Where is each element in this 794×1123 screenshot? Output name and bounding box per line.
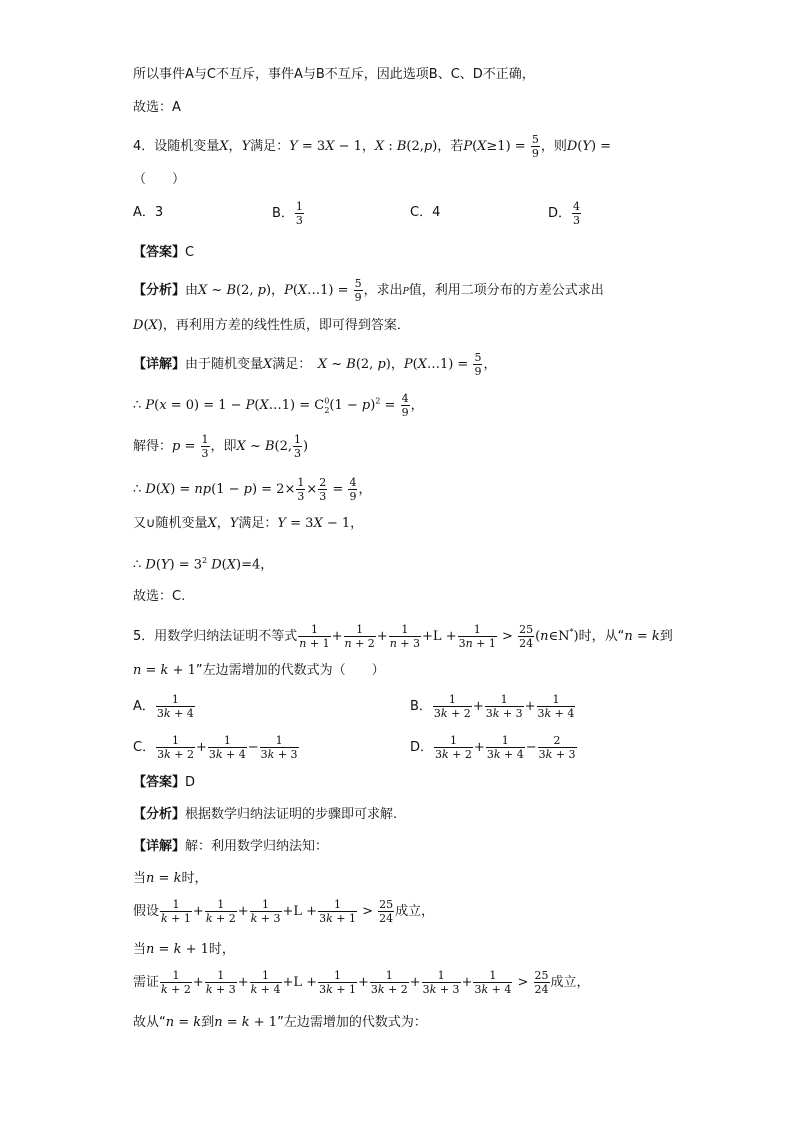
q4-option-a: A．3 [133,205,164,220]
q5-option-d: D． $\frac{1}{3k + 2}$ + $\frac{1}{3k + 4}$ − $\frac{2}{3k + 3}$ [410,734,576,761]
q5-answer: 【答案】D [133,775,196,790]
q5-analysis: 【分析】根据数学归纳法证明的步骤即可求解. [133,807,398,822]
q4-option-b: B． $\frac{1}{3}$ [272,200,303,227]
q4-detail: 【详解】由于随机变量X满足： X ~ B(2, p)，P(X…1) = $\frac{5}{9}$ ， [133,351,497,378]
q5-final: 故从“n = k到n = k + 1”左边需增加的代数式为： [133,1015,427,1030]
q4-again: 又∪随机变量X，Y满足：Y = 3X − 1， [133,516,364,531]
q5-stem-cont: n = k + 1”左边需增加的代数式为（ ） [133,663,385,678]
q5-detail: 【详解】解：利用数学归纳法知： [133,839,329,854]
q4-stem: 4．设随机变量X，Y满足：Y = 3X − 1，X : B(2,p)，若P(X≥1) = $\frac{5}{9}$ ，则D(Y) = [133,133,612,160]
q4-step1: ∴ P(x = 0) = 1 − P(X…1) = $C^0_2(1 - p)^2$ = $\frac{4}{9}$ ， [133,392,424,419]
q5-when-n-k1: 当n = k + 1时， [133,942,235,957]
q4-choose: 故选：C. [133,589,186,604]
q4-variance: ∴ D(X) = np(1 − p) = 2× $\frac{1}{3}$ × $\frac{2}{3}$ = $\frac{4}{9}$ ， [133,476,372,503]
q4-analysis-cont: D(X)，再利用方差的线性性质，即可得到答案． [133,318,410,333]
q5-need: 需证 $\frac{1}{k + 2}$ + $\frac{1}{k + 3}$ + $\frac{1}{k + 4}$ +L + $\frac{1}{3k + 1}$ + $\frac{1}{3k + 2}$ + $\frac{1}{3k + 3}$ + $\frac{1}{3k + 4}$ > $\frac{25}{24}$ 成立， [133,969,590,996]
q5-option-c: C． $\frac{1}{3k + 2}$ + $\frac{1}{3k + 4}$ − $\frac{1}{3k + 3}$ [133,734,298,761]
q4-answer: 【答案】C [133,245,195,260]
q5-option-b: B． $\frac{1}{3k + 2}$ + $\frac{1}{3k + 3}$ + $\frac{1}{3k + 4}$ [410,693,575,720]
conclusion-line: 所以事件A与C不互斥，事件A与B不互斥，因此选项B、C、D不正确， [133,67,535,82]
q4-solve: 解得：p = $\frac{1}{3}$ ，即X ~ B(2, $\frac{1}{3}$ ) [133,433,309,460]
q4-option-d: D． $\frac{4}{3}$ [548,200,581,227]
choose-line: 故选：A [133,100,181,115]
q5-option-a: A． $\frac{1}{3k + 4}$ [133,693,194,720]
q5-when-n-k: 当n = k时， [133,871,208,886]
q4-analysis: 【分析】由X ~ B(2, p)，P(X…1) = $\frac{5}{9}$ ，求出P值，利用二项分布的方差公式求出 [133,277,604,304]
q4-option-c: C．4 [410,205,441,220]
q5-assume: 假设 $\frac{1}{k + 1}$ + $\frac{1}{k + 2}$ + $\frac{1}{k + 3}$ +L + $\frac{1}{3k + 1}$ > $\frac{25}{24}$ 成立， [133,898,435,925]
q5-stem: 5．用数学归纳法证明不等式 $\frac{1}{n + 1}$ + $\frac{1}{n + 2}$ + $\frac{1}{n + 3}$ +L + $\frac{1}{3n + 1}$ > $\frac{25}{24}$ (n∈N*)时，从“n = k到 [133,623,673,650]
q4-dy: ∴ $D(Y) = 3^2$ D(X)=4， [133,556,274,573]
q4-paren: （ ） [133,172,186,187]
